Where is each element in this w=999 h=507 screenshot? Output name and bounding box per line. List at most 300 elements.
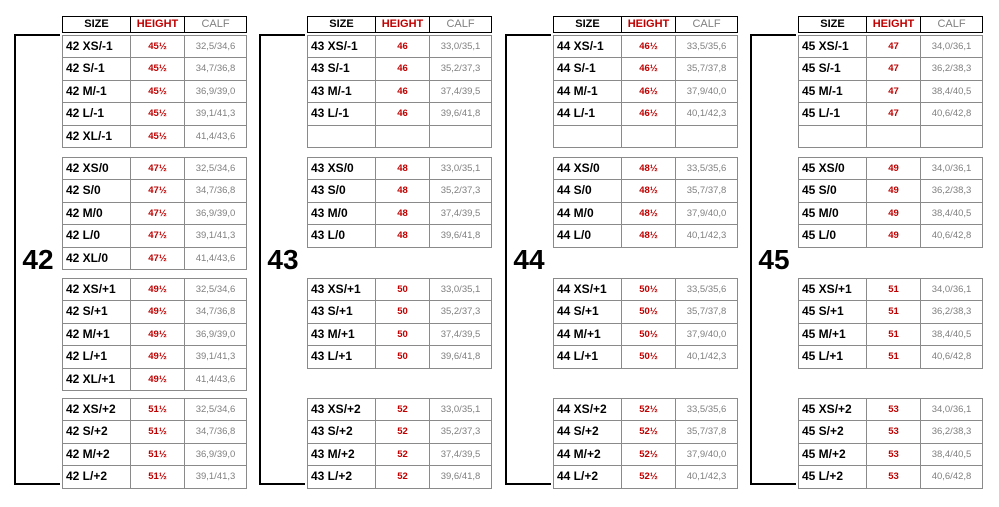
size-cell: 45 S/+2 bbox=[798, 420, 867, 443]
height-cell: 53 bbox=[866, 465, 921, 488]
table-row bbox=[62, 398, 248, 420]
size-cell: 43 M/+1 bbox=[307, 323, 376, 346]
size-cell: 42 M/-1 bbox=[62, 80, 131, 103]
size-block-44 bbox=[505, 0, 741, 486]
size-header: SIZE bbox=[798, 16, 867, 33]
size-cell: 45 XS/-1 bbox=[798, 35, 867, 58]
size-cell: 45 XS/+2 bbox=[798, 398, 867, 421]
height-cell: 51½ bbox=[130, 465, 185, 488]
size-group bbox=[62, 278, 248, 390]
table-row bbox=[307, 80, 493, 102]
block-label: 45 bbox=[750, 34, 796, 485]
size-cell: 43 XS/0 bbox=[307, 157, 376, 180]
height-cell bbox=[621, 125, 676, 148]
calf-cell: 36,9/39,0 bbox=[184, 80, 247, 103]
size-cell: 43 L/0 bbox=[307, 224, 376, 247]
height-header: HEIGHT bbox=[130, 16, 185, 33]
height-cell: 51½ bbox=[130, 443, 185, 466]
calf-cell: 37,4/39,5 bbox=[429, 80, 492, 103]
height-cell: 50½ bbox=[621, 300, 676, 323]
size-group bbox=[307, 278, 493, 368]
calf-cell: 37,9/40,0 bbox=[675, 443, 738, 466]
size-cell: 42 XS/-1 bbox=[62, 35, 131, 58]
table-row bbox=[553, 443, 739, 465]
table-row bbox=[307, 443, 493, 465]
height-cell: 47½ bbox=[130, 202, 185, 225]
size-cell: 44 S/-1 bbox=[553, 57, 622, 80]
calf-cell: 41,4/43,6 bbox=[184, 247, 247, 270]
table-row bbox=[798, 345, 984, 367]
height-cell: 48 bbox=[375, 179, 430, 202]
calf-cell: 41,4/43,6 bbox=[184, 368, 247, 391]
height-cell: 51 bbox=[866, 300, 921, 323]
size-cell: 43 XS/+1 bbox=[307, 278, 376, 301]
size-cell: 44 M/-1 bbox=[553, 80, 622, 103]
height-cell: 50½ bbox=[621, 345, 676, 368]
size-cell: 42 L/+1 bbox=[62, 345, 131, 368]
size-cell: 45 XS/+1 bbox=[798, 278, 867, 301]
height-cell: 47½ bbox=[130, 224, 185, 247]
size-cell: 44 M/+1 bbox=[553, 323, 622, 346]
calf-cell: 35,7/37,8 bbox=[675, 179, 738, 202]
size-cell: 44 L/-1 bbox=[553, 102, 622, 125]
table-row bbox=[798, 102, 984, 124]
height-cell: 46½ bbox=[621, 80, 676, 103]
size-group bbox=[798, 398, 984, 488]
calf-cell: 35,2/37,3 bbox=[429, 57, 492, 80]
calf-cell: 34,7/36,8 bbox=[184, 420, 247, 443]
size-block-42 bbox=[14, 0, 250, 486]
size-cell: 43 M/-1 bbox=[307, 80, 376, 103]
column-headers bbox=[62, 16, 248, 33]
table-row bbox=[62, 247, 248, 269]
table-row bbox=[553, 80, 739, 102]
height-cell: 45½ bbox=[130, 35, 185, 58]
table-row bbox=[798, 157, 984, 179]
height-cell: 45½ bbox=[130, 125, 185, 148]
calf-cell: 33,0/35,1 bbox=[429, 278, 492, 301]
height-cell: 50 bbox=[375, 300, 430, 323]
table-row bbox=[307, 202, 493, 224]
calf-cell: 32,5/34,6 bbox=[184, 35, 247, 58]
size-group bbox=[307, 35, 493, 147]
size-cell: 44 XS/-1 bbox=[553, 35, 622, 58]
calf-cell: 39,1/41,3 bbox=[184, 465, 247, 488]
height-cell: 45½ bbox=[130, 57, 185, 80]
size-block-45 bbox=[750, 0, 986, 486]
table-row bbox=[307, 125, 493, 147]
calf-cell: 36,9/39,0 bbox=[184, 443, 247, 466]
calf-cell: 38,4/40,5 bbox=[920, 443, 983, 466]
size-cell: 45 S/0 bbox=[798, 179, 867, 202]
size-cell: 45 M/+2 bbox=[798, 443, 867, 466]
size-cell: 42 L/0 bbox=[62, 224, 131, 247]
size-cell: 45 L/+2 bbox=[798, 465, 867, 488]
table-row bbox=[553, 35, 739, 57]
size-cell: 42 M/+1 bbox=[62, 323, 131, 346]
size-cell: 44 XS/+2 bbox=[553, 398, 622, 421]
table-row bbox=[798, 465, 984, 487]
calf-cell: 36,9/39,0 bbox=[184, 323, 247, 346]
table-row bbox=[553, 202, 739, 224]
calf-cell: 34,0/36,1 bbox=[920, 398, 983, 421]
height-cell: 46½ bbox=[621, 35, 676, 58]
calf-cell: 38,4/40,5 bbox=[920, 202, 983, 225]
table-row bbox=[307, 179, 493, 201]
size-group bbox=[62, 398, 248, 488]
calf-cell: 37,9/40,0 bbox=[675, 202, 738, 225]
size-cell: 42 S/0 bbox=[62, 179, 131, 202]
size-cell: 43 L/+1 bbox=[307, 345, 376, 368]
table-row bbox=[553, 398, 739, 420]
calf-cell: 34,7/36,8 bbox=[184, 57, 247, 80]
calf-cell: 37,4/39,5 bbox=[429, 323, 492, 346]
calf-cell: 40,1/42,3 bbox=[675, 345, 738, 368]
calf-cell: 33,5/35,6 bbox=[675, 35, 738, 58]
size-cell: 44 S/+1 bbox=[553, 300, 622, 323]
table-row bbox=[62, 300, 248, 322]
block-label: 42 bbox=[14, 34, 60, 485]
size-group bbox=[798, 278, 984, 368]
size-cell: 45 XS/0 bbox=[798, 157, 867, 180]
calf-cell: 35,2/37,3 bbox=[429, 420, 492, 443]
height-cell: 48 bbox=[375, 224, 430, 247]
column-headers bbox=[798, 16, 984, 33]
calf-cell: 39,1/41,3 bbox=[184, 224, 247, 247]
table-row bbox=[307, 420, 493, 442]
calf-cell: 38,4/40,5 bbox=[920, 323, 983, 346]
calf-cell: 36,2/38,3 bbox=[920, 300, 983, 323]
size-cell: 44 L/0 bbox=[553, 224, 622, 247]
table-row bbox=[62, 278, 248, 300]
size-cell: 42 XS/0 bbox=[62, 157, 131, 180]
height-cell: 51 bbox=[866, 278, 921, 301]
table-row bbox=[798, 125, 984, 147]
height-cell: 48½ bbox=[621, 202, 676, 225]
size-group bbox=[62, 35, 248, 147]
height-cell: 50 bbox=[375, 345, 430, 368]
table-row bbox=[307, 35, 493, 57]
size-cell: 43 L/-1 bbox=[307, 102, 376, 125]
height-cell: 50½ bbox=[621, 323, 676, 346]
table-row bbox=[307, 465, 493, 487]
height-cell: 48½ bbox=[621, 179, 676, 202]
size-cell: 44 XS/0 bbox=[553, 157, 622, 180]
size-cell: 42 M/+2 bbox=[62, 443, 131, 466]
size-cell: 44 S/+2 bbox=[553, 420, 622, 443]
size-cell: 42 XS/+2 bbox=[62, 398, 131, 421]
size-group bbox=[553, 35, 739, 147]
table-row bbox=[798, 323, 984, 345]
size-cell: 43 S/-1 bbox=[307, 57, 376, 80]
table-row bbox=[553, 179, 739, 201]
table-row bbox=[798, 398, 984, 420]
height-cell: 52½ bbox=[621, 420, 676, 443]
size-header: SIZE bbox=[62, 16, 131, 33]
table-row bbox=[62, 35, 248, 57]
height-cell: 50 bbox=[375, 323, 430, 346]
size-cell: 43 M/0 bbox=[307, 202, 376, 225]
table-row bbox=[307, 300, 493, 322]
table-row bbox=[553, 420, 739, 442]
calf-cell: 32,5/34,6 bbox=[184, 157, 247, 180]
size-cell: 44 L/+2 bbox=[553, 465, 622, 488]
calf-cell: 40,6/42,8 bbox=[920, 465, 983, 488]
height-cell: 49½ bbox=[130, 278, 185, 301]
calf-cell: 34,0/36,1 bbox=[920, 278, 983, 301]
table-row bbox=[62, 224, 248, 246]
height-cell: 47½ bbox=[130, 157, 185, 180]
size-cell: 44 XS/+1 bbox=[553, 278, 622, 301]
block-label: 44 bbox=[505, 34, 551, 485]
table-row bbox=[62, 323, 248, 345]
size-cell: 44 L/+1 bbox=[553, 345, 622, 368]
size-cell: 45 L/+1 bbox=[798, 345, 867, 368]
calf-cell: 37,4/39,5 bbox=[429, 443, 492, 466]
calf-cell: 34,7/36,8 bbox=[184, 179, 247, 202]
height-cell: 52 bbox=[375, 443, 430, 466]
height-cell: 52 bbox=[375, 465, 430, 488]
size-block-43 bbox=[259, 0, 495, 486]
table-row bbox=[62, 157, 248, 179]
height-cell: 47 bbox=[866, 80, 921, 103]
calf-cell: 33,5/35,6 bbox=[675, 278, 738, 301]
table-row bbox=[798, 443, 984, 465]
calf-cell: 39,6/41,8 bbox=[429, 224, 492, 247]
calf-cell: 40,6/42,8 bbox=[920, 102, 983, 125]
height-cell: 52 bbox=[375, 420, 430, 443]
table-row bbox=[553, 278, 739, 300]
calf-cell: 39,6/41,8 bbox=[429, 102, 492, 125]
size-cell: 42 S/-1 bbox=[62, 57, 131, 80]
calf-cell: 38,4/40,5 bbox=[920, 80, 983, 103]
table-row bbox=[553, 345, 739, 367]
height-cell: 53 bbox=[866, 398, 921, 421]
size-group bbox=[798, 35, 984, 147]
height-cell: 47½ bbox=[130, 179, 185, 202]
height-cell: 49½ bbox=[130, 345, 185, 368]
size-cell: 45 M/-1 bbox=[798, 80, 867, 103]
calf-cell: 33,0/35,1 bbox=[429, 35, 492, 58]
height-cell: 51½ bbox=[130, 420, 185, 443]
table-row bbox=[307, 102, 493, 124]
calf-cell: 35,2/37,3 bbox=[429, 300, 492, 323]
size-group bbox=[307, 157, 493, 247]
size-cell: 42 XS/+1 bbox=[62, 278, 131, 301]
height-cell: 48½ bbox=[621, 157, 676, 180]
size-cell bbox=[553, 125, 622, 148]
table-row bbox=[62, 202, 248, 224]
height-cell: 52½ bbox=[621, 398, 676, 421]
table-row bbox=[62, 420, 248, 442]
calf-cell: 40,6/42,8 bbox=[920, 345, 983, 368]
table-row bbox=[798, 420, 984, 442]
size-group bbox=[553, 157, 739, 247]
calf-cell: 40,1/42,3 bbox=[675, 465, 738, 488]
size-header: SIZE bbox=[307, 16, 376, 33]
table-row bbox=[62, 345, 248, 367]
table-row bbox=[798, 224, 984, 246]
size-cell: 43 XS/+2 bbox=[307, 398, 376, 421]
size-cell: 45 L/0 bbox=[798, 224, 867, 247]
height-cell: 46½ bbox=[621, 102, 676, 125]
calf-header: CALF bbox=[675, 16, 738, 33]
size-cell bbox=[307, 125, 376, 148]
size-cell: 43 S/0 bbox=[307, 179, 376, 202]
calf-header: CALF bbox=[184, 16, 247, 33]
table-row bbox=[307, 157, 493, 179]
calf-cell: 40,6/42,8 bbox=[920, 224, 983, 247]
size-cell: 42 S/+1 bbox=[62, 300, 131, 323]
height-cell bbox=[375, 125, 430, 148]
size-group bbox=[553, 398, 739, 488]
size-cell: 43 L/+2 bbox=[307, 465, 376, 488]
table-row bbox=[307, 57, 493, 79]
size-cell: 45 M/+1 bbox=[798, 323, 867, 346]
table-row bbox=[553, 465, 739, 487]
height-cell: 46 bbox=[375, 35, 430, 58]
height-header: HEIGHT bbox=[621, 16, 676, 33]
height-cell: 47 bbox=[866, 35, 921, 58]
table-row bbox=[62, 179, 248, 201]
calf-cell: 36,2/38,3 bbox=[920, 57, 983, 80]
height-cell: 47 bbox=[866, 57, 921, 80]
size-cell: 45 S/-1 bbox=[798, 57, 867, 80]
table-row bbox=[307, 278, 493, 300]
height-cell: 53 bbox=[866, 420, 921, 443]
calf-cell bbox=[429, 125, 492, 148]
size-cell: 43 XS/-1 bbox=[307, 35, 376, 58]
size-cell: 43 S/+2 bbox=[307, 420, 376, 443]
calf-cell: 36,2/38,3 bbox=[920, 179, 983, 202]
column-headers bbox=[307, 16, 493, 33]
calf-cell: 36,2/38,3 bbox=[920, 420, 983, 443]
table-row bbox=[307, 398, 493, 420]
size-cell: 45 M/0 bbox=[798, 202, 867, 225]
block-label: 43 bbox=[259, 34, 305, 485]
height-cell: 52½ bbox=[621, 465, 676, 488]
height-cell: 46 bbox=[375, 57, 430, 80]
size-cell: 42 S/+2 bbox=[62, 420, 131, 443]
size-cell: 42 XL/-1 bbox=[62, 125, 131, 148]
table-row bbox=[62, 443, 248, 465]
table-row bbox=[798, 202, 984, 224]
size-cell: 45 L/-1 bbox=[798, 102, 867, 125]
size-group bbox=[798, 157, 984, 247]
height-cell: 52½ bbox=[621, 443, 676, 466]
size-cell: 42 XL/+1 bbox=[62, 368, 131, 391]
height-cell: 51 bbox=[866, 345, 921, 368]
size-cell: 43 S/+1 bbox=[307, 300, 376, 323]
height-cell: 50 bbox=[375, 278, 430, 301]
size-cell: 45 S/+1 bbox=[798, 300, 867, 323]
height-cell: 46½ bbox=[621, 57, 676, 80]
table-row bbox=[553, 300, 739, 322]
calf-cell: 32,5/34,6 bbox=[184, 398, 247, 421]
calf-cell: 32,5/34,6 bbox=[184, 278, 247, 301]
height-cell: 49 bbox=[866, 179, 921, 202]
table-row bbox=[798, 300, 984, 322]
size-group bbox=[553, 278, 739, 368]
calf-cell: 35,7/37,8 bbox=[675, 57, 738, 80]
calf-cell: 40,1/42,3 bbox=[675, 102, 738, 125]
table-row bbox=[307, 224, 493, 246]
size-cell: 42 L/+2 bbox=[62, 465, 131, 488]
calf-cell: 39,6/41,8 bbox=[429, 465, 492, 488]
table-row bbox=[553, 224, 739, 246]
height-cell: 46 bbox=[375, 80, 430, 103]
calf-cell: 36,9/39,0 bbox=[184, 202, 247, 225]
table-row bbox=[62, 102, 248, 124]
height-cell: 48½ bbox=[621, 224, 676, 247]
table-row bbox=[307, 323, 493, 345]
height-cell: 50½ bbox=[621, 278, 676, 301]
calf-cell: 39,6/41,8 bbox=[429, 345, 492, 368]
calf-cell: 34,0/36,1 bbox=[920, 35, 983, 58]
calf-cell: 34,0/36,1 bbox=[920, 157, 983, 180]
height-cell: 47 bbox=[866, 102, 921, 125]
height-cell: 49 bbox=[866, 224, 921, 247]
height-cell: 47½ bbox=[130, 247, 185, 270]
size-cell bbox=[798, 125, 867, 148]
height-cell: 48 bbox=[375, 157, 430, 180]
table-row bbox=[798, 80, 984, 102]
table-row bbox=[798, 35, 984, 57]
size-cell: 42 XL/0 bbox=[62, 247, 131, 270]
calf-cell: 33,5/35,6 bbox=[675, 398, 738, 421]
table-row bbox=[553, 157, 739, 179]
height-cell: 45½ bbox=[130, 80, 185, 103]
height-cell bbox=[866, 125, 921, 148]
table-row bbox=[798, 278, 984, 300]
calf-cell: 37,9/40,0 bbox=[675, 80, 738, 103]
column-headers bbox=[553, 16, 739, 33]
calf-cell bbox=[920, 125, 983, 148]
table-row bbox=[553, 323, 739, 345]
height-header: HEIGHT bbox=[866, 16, 921, 33]
calf-cell: 35,2/37,3 bbox=[429, 179, 492, 202]
calf-header: CALF bbox=[920, 16, 983, 33]
height-cell: 51 bbox=[866, 323, 921, 346]
height-cell: 49 bbox=[866, 202, 921, 225]
size-cell: 44 M/0 bbox=[553, 202, 622, 225]
calf-cell: 35,7/37,8 bbox=[675, 420, 738, 443]
calf-cell bbox=[675, 125, 738, 148]
table-row bbox=[62, 57, 248, 79]
calf-cell: 33,0/35,1 bbox=[429, 398, 492, 421]
table-row bbox=[798, 179, 984, 201]
calf-cell: 39,1/41,3 bbox=[184, 102, 247, 125]
height-cell: 49 bbox=[866, 157, 921, 180]
height-cell: 53 bbox=[866, 443, 921, 466]
size-cell: 42 L/-1 bbox=[62, 102, 131, 125]
calf-cell: 37,4/39,5 bbox=[429, 202, 492, 225]
height-cell: 51½ bbox=[130, 398, 185, 421]
size-cell: 44 S/0 bbox=[553, 179, 622, 202]
size-header: SIZE bbox=[553, 16, 622, 33]
size-group bbox=[307, 398, 493, 488]
size-cell: 44 M/+2 bbox=[553, 443, 622, 466]
height-cell: 46 bbox=[375, 102, 430, 125]
calf-cell: 34,7/36,8 bbox=[184, 300, 247, 323]
height-cell: 49½ bbox=[130, 368, 185, 391]
height-cell: 49½ bbox=[130, 300, 185, 323]
table-row bbox=[62, 465, 248, 487]
table-row bbox=[62, 368, 248, 390]
calf-cell: 33,0/35,1 bbox=[429, 157, 492, 180]
calf-cell: 33,5/35,6 bbox=[675, 157, 738, 180]
height-cell: 48 bbox=[375, 202, 430, 225]
